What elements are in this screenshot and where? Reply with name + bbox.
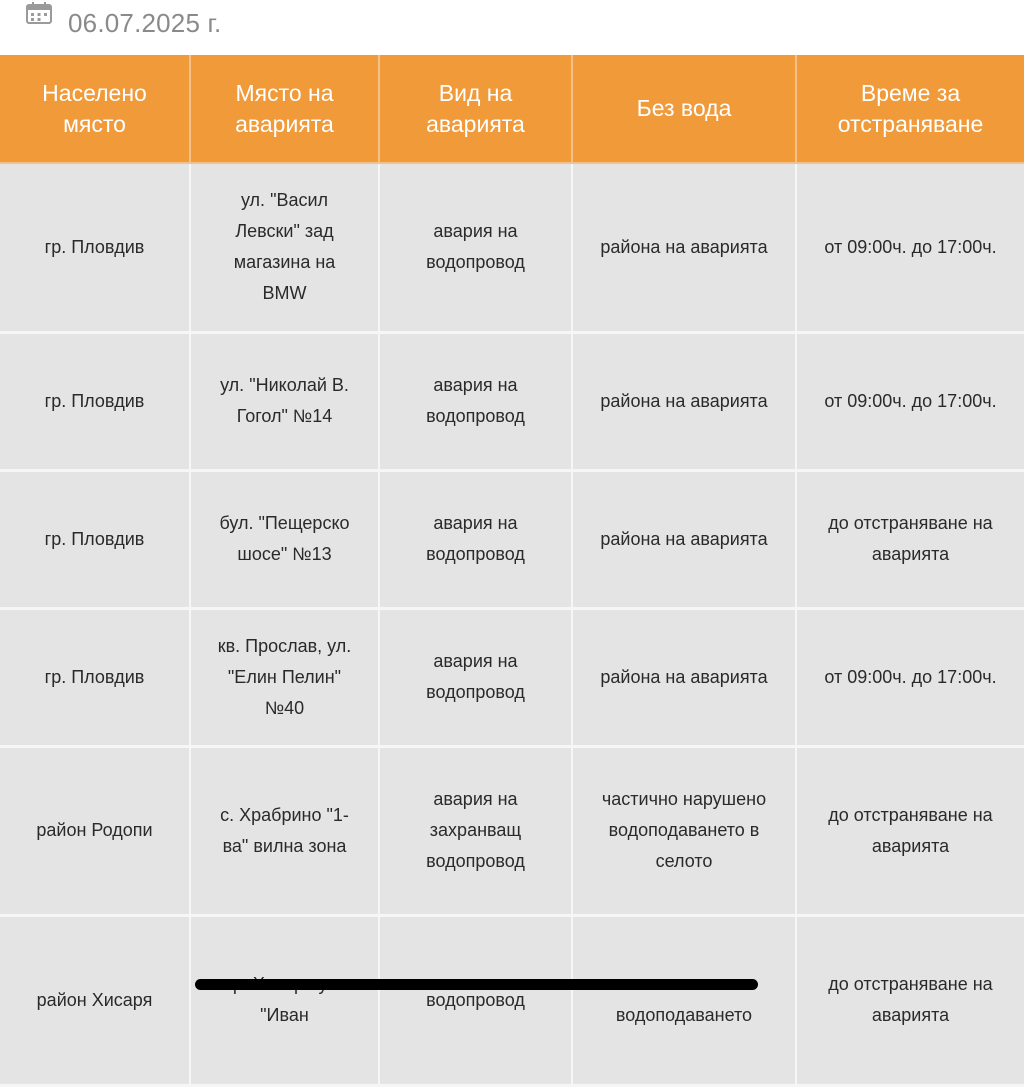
cell-location: с. Храбрино "1-ва" вилна зона xyxy=(190,746,379,915)
header-time: Време за отстраняване xyxy=(796,55,1024,163)
cell-place: гр. Пловдив xyxy=(0,332,190,470)
cell-place: гр. Пловдив xyxy=(0,470,190,608)
cell-time: от 09:00ч. до 17:00ч. xyxy=(796,163,1024,332)
cell-type: авария на водопровод xyxy=(379,163,572,332)
cell-no-water: водоподаването xyxy=(572,915,796,1085)
cell-time: до отстраняване на аварията xyxy=(796,915,1024,1085)
table-row xyxy=(0,470,1024,608)
table-row xyxy=(0,915,1024,1085)
cell-place: гр. Пловдив xyxy=(0,608,190,746)
table-row xyxy=(0,163,1024,332)
cell-type: авария на водопровод xyxy=(379,608,572,746)
cell-no-water: частично нарушено водоподаването в селото xyxy=(572,746,796,915)
cell-location: ул. "Николай В. Гогол" №14 xyxy=(190,332,379,470)
cell-type: водопровод xyxy=(379,915,572,1085)
cell-place: район Родопи xyxy=(0,746,190,915)
cell-location: "Иван xyxy=(190,915,379,1085)
cell-type: авария на водопровод xyxy=(379,332,572,470)
table-row xyxy=(0,332,1024,470)
header-place: Населено място xyxy=(0,55,190,163)
table-row xyxy=(0,608,1024,746)
cell-no-water: района на аварията xyxy=(572,332,796,470)
publication-date: 06.07.2025 г. xyxy=(68,8,222,38)
cell-location: бул. "Пещерско шосе" №13 xyxy=(190,470,379,608)
cell-time: от 09:00ч. до 17:00ч. xyxy=(796,332,1024,470)
home-indicator-bar[interactable] xyxy=(195,979,758,990)
header-type: Вид на аварията xyxy=(379,55,572,163)
cell-time: от 09:00ч. до 17:00ч. xyxy=(796,608,1024,746)
cell-location: ул. "Васил Левски" зад магазина на BMW xyxy=(190,163,379,332)
header-no-water: Без вода xyxy=(572,55,796,163)
cell-no-water: района на аварията xyxy=(572,608,796,746)
outages-table xyxy=(0,55,1024,1087)
cell-location: кв. Прослав, ул. "Елин Пелин" №40 xyxy=(190,608,379,746)
cell-no-water: района на аварията xyxy=(572,470,796,608)
cell-no-water: района на аварията xyxy=(572,163,796,332)
cell-time: до отстраняване на аварията xyxy=(796,746,1024,915)
header-location: Място на аварията xyxy=(190,55,379,163)
cell-type: авария на захранващ водопровод xyxy=(379,746,572,915)
cell-time: до отстраняване на аварията xyxy=(796,470,1024,608)
calendar-icon xyxy=(26,2,52,24)
date-bar xyxy=(0,0,1024,55)
cell-place: район Хисаря xyxy=(0,915,190,1085)
cell-place: гр. Пловдив xyxy=(0,163,190,332)
cell-type: авария на водопровод xyxy=(379,470,572,608)
table-header-row xyxy=(0,55,1024,163)
table-row xyxy=(0,746,1024,915)
